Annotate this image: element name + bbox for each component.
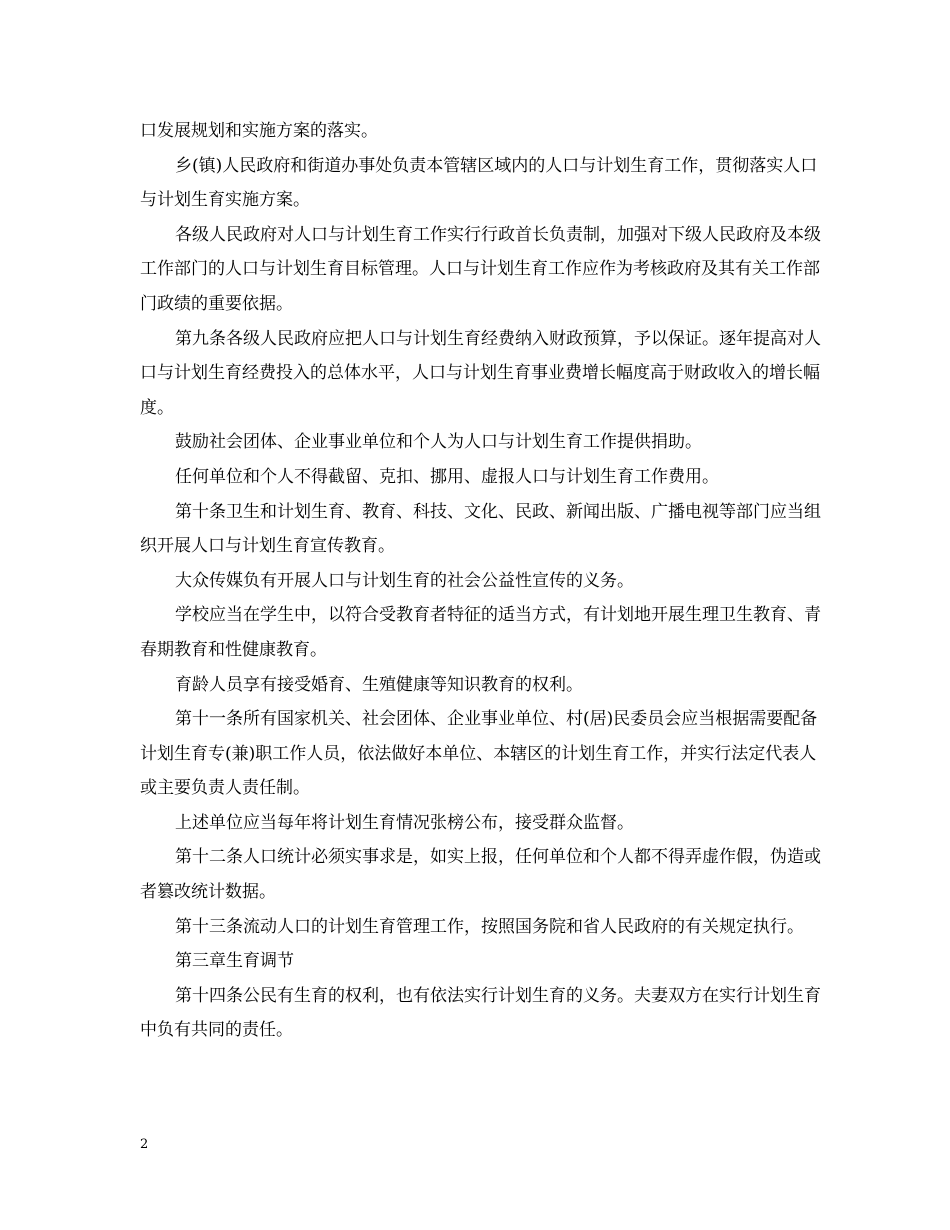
chapter-heading: 第三章生育调节 [175, 951, 294, 972]
paragraph: 学校应当在学生中，以符合受教育者特征的适当方式，有计划地开展生理卫生教育、青春期教育和性健康教育。 [140, 605, 821, 660]
paragraph: 上述单位应当每年将计划生育情况张榜公布，接受群众监督。 [175, 812, 634, 833]
document-body [140, 114, 830, 1048]
paragraph: 第十条卫生和计划生育、教育、科技、文化、民政、新闻出版、广播电视等部门应当组织开展人口与计划生育宣传教育。 [140, 501, 821, 557]
paragraph: 第十一条所有国家机关、社会团体、企业事业单位、村(居)民委员会应当根据需要配备计划生育专(兼)职工作人员，依法做好本单位、本辖区的计划生育工作，并实行法定代表人或主要负责人责任制。 [140, 709, 818, 799]
paragraph: 大众传媒负有开展人口与计划生育的社会公益性宣传的义务。 [175, 570, 634, 591]
paragraph: 育龄人员享有接受婚育、生殖健康等知识教育的权利。 [175, 674, 583, 695]
paragraph: 第十四条公民有生育的权利，也有依法实行计划生育的义务。夫妻双方在实行计划生育中负有共同的责任。 [140, 985, 821, 1041]
paragraph: 鼓励社会团体、企业事业单位和个人为人口与计划生育工作提供捐助。 [175, 432, 702, 453]
paragraph: 第十二条人口统计必须实事求是，如实上报，任何单位和个人都不得弄虚作假，伪造或者篡改统计数据。 [140, 847, 821, 903]
paragraph: 乡(镇)人民政府和街道办事处负责本管辖区域内的人口与计划生育工作，贯彻落实人口与计划生育实施方案。 [140, 155, 818, 211]
paragraph: 口发展规划和实施方案的落实。 [140, 121, 378, 141]
paragraph: 各级人民政府对人口与计划生育工作实行行政首长负责制，加强对下级人民政府及本级工作部门的人口与计划生育目标管理。人口与计划生育工作应作为考核政府及其有关工作部门政绩的重要依据。 [140, 224, 821, 314]
paragraph: 第十三条流动人口的计划生育管理工作，按照国务院和省人民政府的有关规定执行。 [175, 916, 804, 937]
paragraph: 第九条各级人民政府应把人口与计划生育经费纳入财政预算，予以保证。逐年提高对人口与计划生育经费投入的总体水平，人口与计划生育事业费增长幅度高于财政收入的增长幅度。 [140, 328, 821, 418]
paragraph: 任何单位和个人不得截留、克扣、挪用、虚报人口与计划生育工作费用。 [175, 466, 719, 487]
page-number: 2 [140, 1137, 149, 1152]
